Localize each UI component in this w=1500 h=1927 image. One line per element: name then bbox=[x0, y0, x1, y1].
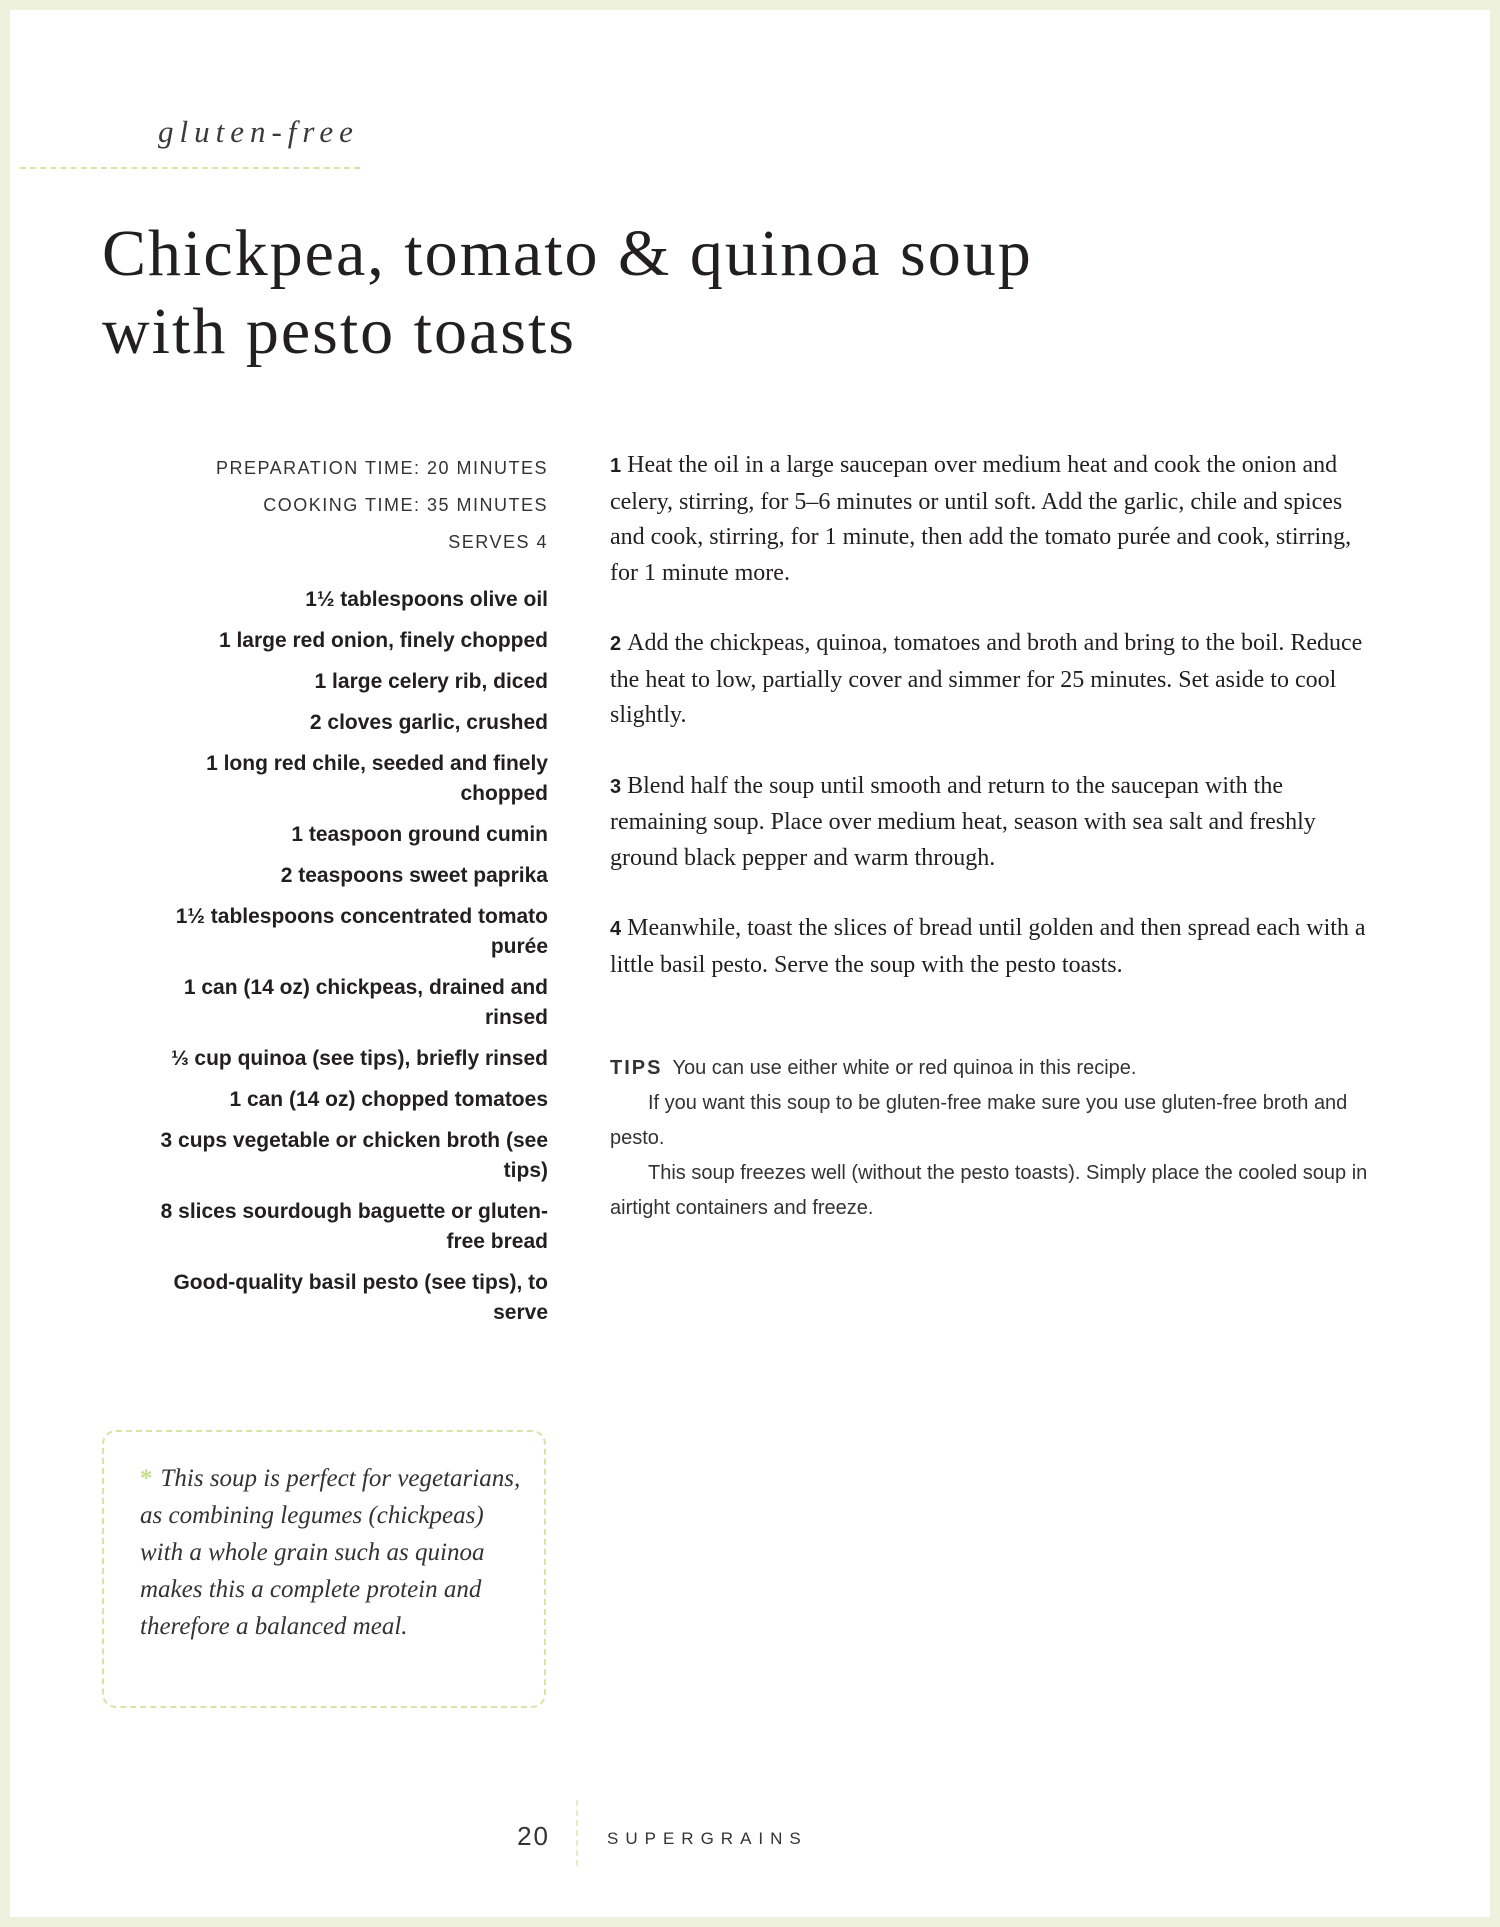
recipe-title-line2: with pesto toasts bbox=[102, 295, 576, 368]
tips-section bbox=[610, 1051, 1370, 1226]
ingredient-item: 2 teaspoons sweet paprika bbox=[280, 864, 548, 887]
tips-label: TIPS bbox=[610, 1057, 663, 1079]
ingredient-item: Good-quality basil pesto (see tips), to serve bbox=[173, 1271, 548, 1324]
ingredient-item: ⅓ cup quinoa (see tips), briefly rinsed bbox=[171, 1047, 548, 1070]
recipe-title-line1: Chickpea, tomato & quinoa soup bbox=[102, 217, 1033, 290]
step-text: Blend half the soup until smooth and return to the saucepan with the remaining soup. Place over medium heat, season with sea salt and freshly ground black pepper and warm through. bbox=[610, 772, 1316, 871]
book-section-name: SUPERGRAINS bbox=[607, 1829, 808, 1848]
ingredient-item: 1½ tablespoons concentrated tomato purée bbox=[175, 905, 548, 958]
method-step bbox=[610, 769, 1380, 877]
footer-divider bbox=[576, 1800, 578, 1866]
ingredient-item: 3 cups vegetable or chicken broth (see tips) bbox=[160, 1129, 548, 1182]
category-label: gluten-free bbox=[158, 114, 359, 149]
recipe-page bbox=[10, 10, 1490, 1917]
method-step bbox=[610, 911, 1380, 983]
step-number: 1 bbox=[610, 455, 622, 477]
recipe-meta bbox=[140, 450, 548, 561]
ingredient-item: 1 can (14 oz) chickpeas, drained and rinsed bbox=[183, 976, 548, 1029]
method-step bbox=[610, 626, 1380, 734]
method-steps bbox=[610, 448, 1380, 1018]
ingredient-item: 8 slices sourdough baguette or gluten-free bread bbox=[160, 1200, 548, 1253]
cooking-time: COOKING TIME: 35 MINUTES bbox=[263, 495, 548, 515]
page-number: 20 bbox=[517, 1821, 550, 1851]
ingredient-item: 1 long red chile, seeded and finely chopped bbox=[206, 752, 548, 805]
recipe-title bbox=[102, 215, 1202, 371]
tip bbox=[610, 1051, 1370, 1086]
ingredient-item: 1 large celery rib, diced bbox=[314, 670, 548, 693]
ingredient-item: 2 cloves garlic, crushed bbox=[309, 711, 548, 734]
ingredient-list bbox=[130, 585, 548, 1339]
nutrition-note-box bbox=[102, 1430, 546, 1708]
step-text: Add the chickpeas, quinoa, tomatoes and broth and bring to the boil. Reduce the heat to low, partially cover and simmer for 25 minutes. Set aside to cool slightly. bbox=[610, 630, 1363, 728]
category-divider bbox=[20, 167, 360, 169]
step-text: Heat the oil in a large saucepan over medium heat and cook the onion and celery, stirring, for 5–6 minutes or until soft. Add the garlic, chile and spices and cook, stirring, for 1 minute, then add the tomato purée and cook, stirring, for 1 minute more. bbox=[610, 452, 1352, 586]
step-number: 2 bbox=[610, 633, 622, 655]
serves: SERVES 4 bbox=[448, 532, 548, 552]
step-number: 4 bbox=[610, 918, 622, 940]
note-text: This soup is perfect for vegetarians, as combining legumes (chickpeas) with a whole grain such as quinoa makes this a complete protein and therefore a balanced meal. bbox=[140, 1465, 521, 1640]
asterisk-icon: * bbox=[140, 1465, 153, 1492]
ingredient-item: 1½ tablespoons olive oil bbox=[305, 588, 548, 611]
step-number: 3 bbox=[610, 775, 622, 798]
ingredient-item: 1 large red onion, finely chopped bbox=[218, 629, 548, 652]
ingredient-item: 1 can (14 oz) chopped tomatoes bbox=[229, 1088, 548, 1111]
ingredient-item: 1 teaspoon ground cumin bbox=[291, 823, 548, 846]
nutrition-note bbox=[140, 1460, 530, 1645]
step-text: Meanwhile, toast the slices of bread until golden and then spread each with a little basil pesto. Serve the soup with the pesto toasts. bbox=[610, 915, 1366, 978]
tip-text: You can use either white or red quinoa in this recipe. bbox=[672, 1057, 1137, 1079]
preparation-time: PREPARATION TIME: 20 MINUTES bbox=[215, 458, 548, 478]
method-step bbox=[610, 448, 1380, 591]
tip: This soup freezes well (without the pesto toasts). Simply place the cooled soup in airtight containers and freeze. bbox=[610, 1162, 1368, 1219]
tip: If you want this soup to be gluten-free make sure you use gluten-free broth and pesto. bbox=[610, 1092, 1348, 1149]
